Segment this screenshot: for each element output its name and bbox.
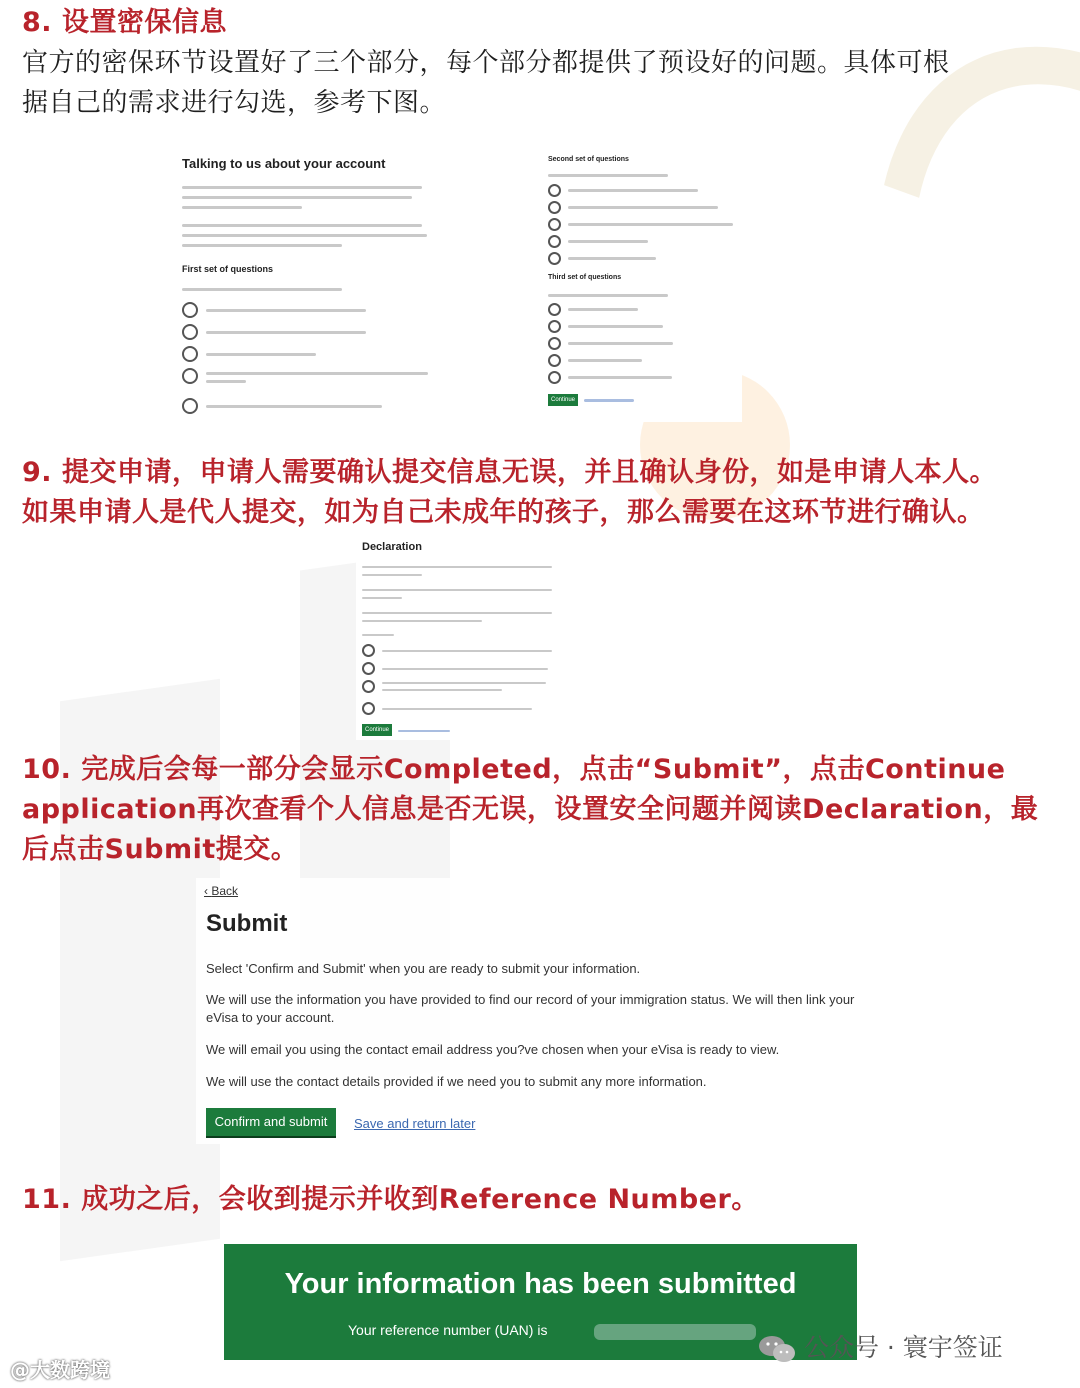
text-line	[182, 186, 422, 189]
text-line	[568, 308, 638, 311]
text-line	[206, 372, 428, 375]
back-link-label: Back	[211, 884, 239, 898]
return-later-link[interactable]	[584, 399, 634, 402]
submit-paragraph-2b: eVisa to your account.	[206, 1010, 335, 1025]
screenshot-heading: Talking to us about your account	[182, 156, 386, 171]
text-line	[206, 331, 366, 334]
text-line	[182, 206, 302, 209]
text-line	[182, 224, 422, 227]
submit-paragraph-1: Select 'Confirm and Submit' when you are ready to submit your information.	[206, 961, 641, 976]
text-line	[382, 682, 546, 684]
continue-button[interactable]: Continue	[548, 394, 578, 406]
text-line	[568, 342, 673, 345]
reference-number-redacted	[594, 1324, 756, 1340]
declaration-heading: Declaration	[362, 541, 422, 553]
step9-line1: 9. 提交申请，申请人需要确认提交信息无误，并且确认身份，如是申请人本人。	[22, 457, 997, 488]
question-radio[interactable]	[182, 302, 198, 318]
text-line	[548, 174, 668, 177]
question-radio[interactable]	[548, 235, 561, 248]
text-line	[362, 566, 552, 568]
third-set-label: Third set of questions	[548, 274, 622, 281]
declaration-screenshot	[356, 536, 560, 740]
submit-title: Submit	[206, 910, 288, 937]
question-radio[interactable]	[182, 368, 198, 384]
submit-paragraph-3: We will email you using the contact email address you?ve chosen when your eVisa is ready to view.	[206, 1042, 780, 1057]
text-line	[568, 359, 642, 362]
text-line	[182, 244, 342, 247]
declaration-radio[interactable]	[362, 702, 375, 715]
text-line	[362, 597, 402, 599]
wechat-account-name: 公众号 · 寰宇签证	[803, 1333, 1003, 1362]
text-line	[568, 376, 672, 379]
text-line	[382, 650, 552, 652]
question-radio[interactable]	[548, 184, 561, 197]
text-line	[568, 257, 656, 260]
submit-paragraph-4: We will use the contact details provided if we need you to submit any more information.	[206, 1074, 707, 1089]
question-radio[interactable]	[182, 324, 198, 340]
text-line	[362, 634, 394, 636]
question-radio[interactable]	[548, 303, 561, 316]
question-radio[interactable]	[548, 218, 561, 231]
second-set-label: Second set of questions	[548, 156, 629, 163]
source-watermark: @大数跨境	[10, 1358, 110, 1382]
text-line	[206, 380, 246, 383]
step10-line2: application再次查看个人信息是否无误，设置安全问题并阅读Declaration，最	[22, 794, 1039, 825]
step10-line1: 10. 完成后会每一部分会显示Completed，点击“Submit”，点击Continue	[22, 754, 1006, 785]
continue-button[interactable]: Continue	[362, 724, 392, 736]
back-link[interactable]	[204, 884, 238, 898]
confirm-and-submit-button[interactable]: Confirm and submit	[206, 1108, 336, 1136]
declaration-radio[interactable]	[362, 680, 375, 693]
step9-line2: 如果申请人是代人提交，如为自己未成年的孩子，那么需要在这环节进行确认。	[22, 497, 985, 528]
watermark-arc	[784, 0, 1080, 729]
chevron-left-icon: ‹	[204, 884, 212, 898]
submit-paragraph-2a: We will use the information you have provided to find our record of your immigration status. We will then link your	[206, 992, 855, 1007]
text-line	[382, 668, 548, 670]
step8-title: 8. 设置密保信息	[22, 7, 227, 38]
text-line	[182, 288, 342, 291]
text-line	[382, 689, 502, 691]
return-later-link[interactable]	[398, 730, 450, 732]
text-line	[206, 309, 366, 312]
text-line	[362, 620, 482, 622]
text-line	[362, 574, 422, 576]
question-radio[interactable]	[548, 201, 561, 214]
text-line	[548, 294, 668, 297]
text-line	[568, 325, 663, 328]
question-radio[interactable]	[548, 354, 561, 367]
text-line	[206, 405, 382, 408]
save-and-return-later-link[interactable]: Save and return later	[354, 1116, 476, 1131]
step11-line: 11. 成功之后，会收到提示并收到Reference Number。	[22, 1184, 759, 1215]
banner-title: Your information has been submitted	[284, 1268, 797, 1300]
declaration-radio[interactable]	[362, 662, 375, 675]
question-radio[interactable]	[182, 346, 198, 362]
text-line	[182, 196, 412, 199]
declaration-radio[interactable]	[362, 644, 375, 657]
text-line	[182, 234, 427, 237]
wechat-watermark	[758, 1328, 1003, 1364]
text-line	[382, 708, 532, 710]
text-line	[568, 189, 698, 192]
question-radio[interactable]	[548, 371, 561, 384]
step10-line3: 后点击Submit提交。	[22, 834, 299, 865]
text-line	[568, 206, 718, 209]
question-radio[interactable]	[548, 252, 561, 265]
text-line	[568, 223, 733, 226]
question-radio[interactable]	[182, 398, 198, 414]
question-radio[interactable]	[548, 320, 561, 333]
text-line	[362, 589, 552, 591]
question-radio[interactable]	[548, 337, 561, 350]
text-line	[362, 612, 552, 614]
text-line	[206, 353, 316, 356]
security-questions-screenshot	[172, 146, 742, 422]
first-set-label: First set of questions	[182, 264, 274, 274]
step8-body-line1: 官方的密保环节设置好了三个部分，每个部分都提供了预设好的问题。具体可根	[22, 48, 950, 78]
banner-reference-label: Your reference number (UAN) is	[348, 1322, 548, 1338]
step8-body-line2: 据自己的需求进行勾选，参考下图。	[22, 88, 447, 118]
text-line	[568, 240, 648, 243]
submit-page-screenshot	[196, 878, 886, 1144]
wechat-icon	[758, 1334, 796, 1364]
